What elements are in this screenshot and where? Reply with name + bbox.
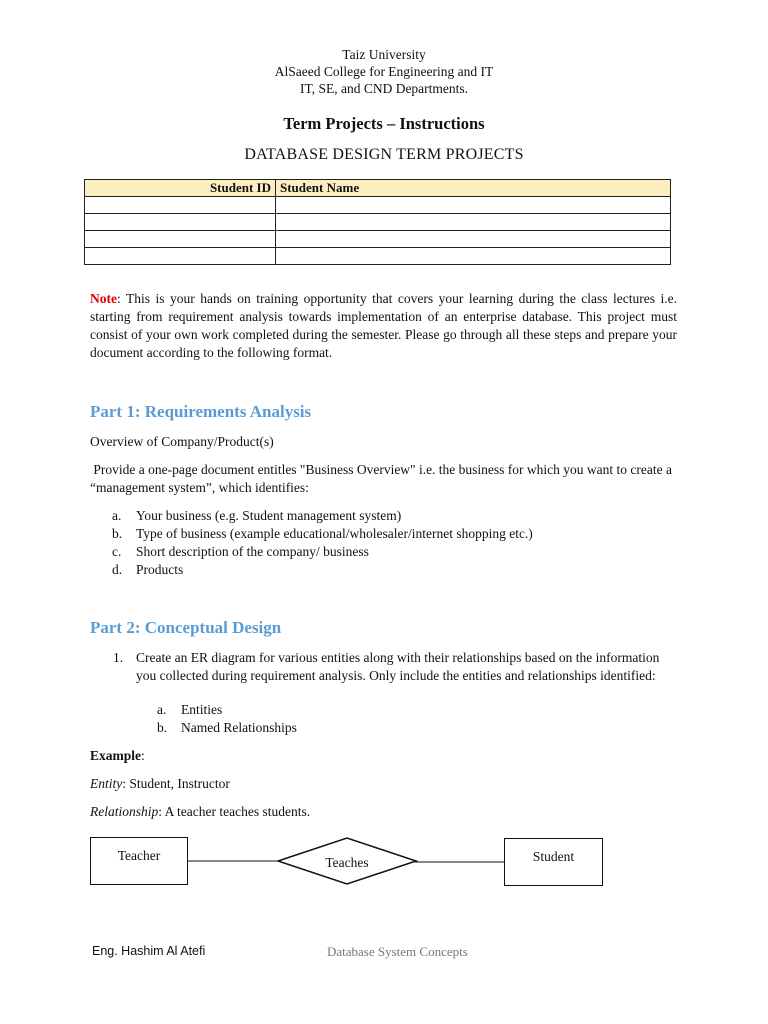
list-item	[157, 701, 557, 719]
part2-step-1	[113, 649, 679, 685]
relationship-line	[90, 803, 310, 821]
list-item	[112, 543, 672, 561]
list-item	[112, 525, 672, 543]
cell-student-id	[85, 197, 276, 214]
list-marker: d.	[112, 562, 123, 577]
part1-overview: Overview of Company/Product(s)	[90, 434, 274, 449]
list-marker: a.	[157, 702, 167, 717]
part1-instruction-text: Provide a one-page document entitles "Business Overview" i.e. the business for which you want to create a “management system”, which identifies:	[90, 462, 672, 495]
note-label: Note	[90, 291, 117, 306]
list-text: Products	[136, 562, 184, 577]
cell-student-id	[85, 248, 276, 265]
header-student-name: Student Name	[276, 180, 671, 197]
list-text: Named Relationships	[181, 720, 297, 735]
table-header-row	[85, 180, 671, 197]
university-name: Taiz University	[342, 47, 426, 62]
cell-student-name	[276, 214, 671, 231]
entity-teacher-box	[90, 837, 188, 885]
list-item	[112, 507, 672, 525]
footer-author: Eng. Hashim Al Atefi	[92, 944, 206, 958]
cell-student-id	[85, 231, 276, 248]
list-text: Your business (e.g. Student management system)	[136, 508, 402, 523]
relationship-label: Teaches	[325, 855, 369, 870]
note-paragraph	[90, 290, 677, 362]
note-text: : This is your hands on training opportunity that covers your learning during the class lectures i.e. starting from requirement analysis towards implementation of an enterprise database. This project must consist of your own work completed during the semester. Please go through all these steps and prepare your document according to the following format.	[90, 291, 677, 360]
example-label-bold: Example	[90, 748, 142, 763]
document-title: Term Projects – Instructions	[283, 114, 485, 133]
step-marker: 1.	[113, 650, 124, 665]
list-marker: a.	[112, 508, 122, 523]
example-colon: :	[141, 748, 145, 763]
entity-student-box	[504, 838, 603, 886]
header-student-id: Student ID	[85, 180, 276, 197]
entity-student-label: Student	[532, 849, 575, 864]
part2-list	[157, 701, 557, 737]
footer-course: Database System Concepts	[327, 944, 468, 959]
table-row	[85, 197, 671, 214]
entity-line	[90, 775, 230, 793]
part2-heading: Part 2: Conceptual Design	[90, 618, 282, 637]
entity-text: : Student, Instructor	[122, 776, 230, 791]
student-table	[84, 179, 671, 265]
college-name: AlSaeed College for Engineering and IT	[274, 64, 494, 79]
step-text: Create an ER diagram for various entities along with their relationships based on the information you collected during requirement analysis. Only include the entities and relationships identified:	[136, 650, 660, 683]
document-subtitle: DATABASE DESIGN TERM PROJECTS	[244, 146, 524, 163]
list-text: Entities	[181, 702, 223, 717]
part1-instruction	[90, 461, 677, 497]
table-row	[85, 248, 671, 265]
list-item	[112, 561, 672, 579]
part1-heading: Part 1: Requirements Analysis	[90, 402, 312, 421]
part1-list	[112, 507, 672, 579]
list-text: Type of business (example educational/wholesaler/internet shopping etc.)	[136, 526, 533, 541]
table-row	[85, 231, 671, 248]
table-row	[85, 214, 671, 231]
cell-student-name	[276, 248, 671, 265]
entity-label: Entity	[90, 776, 123, 791]
cell-student-id	[85, 214, 276, 231]
list-item	[157, 719, 557, 737]
entity-teacher-label: Teacher	[117, 848, 161, 863]
cell-student-name	[276, 231, 671, 248]
list-marker: c.	[112, 544, 122, 559]
example-label	[90, 747, 145, 765]
cell-student-name	[276, 197, 671, 214]
list-text: Short description of the company/ business	[136, 544, 369, 559]
departments: IT, SE, and CND Departments.	[299, 81, 469, 96]
relationship-text: : A teacher teaches students.	[158, 804, 311, 819]
list-marker: b.	[157, 720, 168, 735]
relationship-label: Relationship	[90, 804, 159, 819]
list-marker: b.	[112, 526, 123, 541]
